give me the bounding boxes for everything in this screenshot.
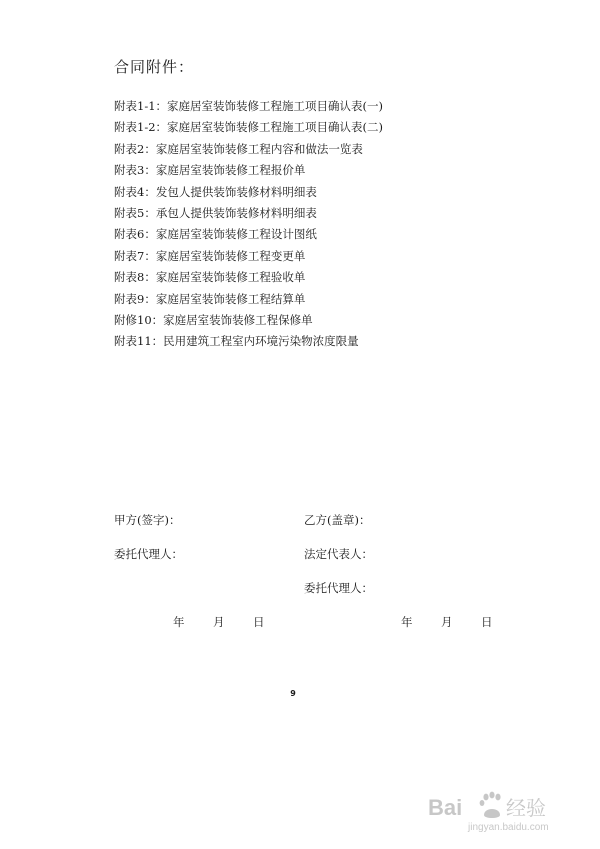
watermark-brand-suffix: 经验 (506, 796, 546, 820)
appendix-item: 附表9：家庭居室装饰装修工程结算单 (114, 291, 306, 306)
appendix-item: 附表3：家庭居室装饰装修工程报价单 (114, 163, 306, 178)
party-a-signature-label: 甲方(签字)： (114, 513, 181, 527)
appendix-item: 附表11：民用建筑工程室内环境污染物浓度限量 (114, 334, 359, 349)
page-number: 9 (290, 689, 296, 698)
party-a-agent-label: 委托代理人： (114, 547, 183, 561)
party-b-seal-label: 乙方(盖章)： (304, 513, 371, 527)
party-b-legal-rep-label: 法定代表人： (304, 547, 373, 561)
date-day-label: 日 (481, 615, 493, 629)
paw-icon (480, 792, 501, 818)
watermark-url: jingyan.baidu.com (468, 822, 549, 833)
appendix-item: 附表1-2：家庭居室装饰装修工程施工项目确认表(二) (114, 120, 383, 135)
baidu-paw-logo-icon (428, 789, 578, 833)
appendix-item: 附表1-1：家庭居室装饰装修工程施工项目确认表(一) (114, 99, 383, 113)
appendix-item: 附表5：承包人提供装饰装修材料明细表 (114, 205, 317, 220)
party-a-date (173, 614, 265, 630)
appendix-item: 附表2：家庭居室装饰装修工程内容和做法一览表 (114, 141, 363, 156)
watermark-brand: Bai (428, 795, 463, 820)
date-month-label: 月 (441, 615, 453, 629)
attachments-heading: 合同附件： (114, 58, 195, 76)
appendix-item: 附修10：家庭居室装饰装修工程保修单 (114, 312, 313, 327)
date-day-label: 日 (253, 615, 265, 629)
date-month-label: 月 (213, 615, 225, 629)
baidu-jingyan-watermark (428, 789, 578, 833)
date-year-label: 年 (173, 615, 185, 629)
party-b-agent-label: 委托代理人： (304, 581, 373, 595)
date-year-label: 年 (401, 615, 413, 629)
party-b-date (401, 614, 493, 630)
appendix-item: 附表6：家庭居室装饰装修工程设计图纸 (114, 227, 317, 242)
appendix-item: 附表4：发包人提供装饰装修材料明细表 (114, 184, 317, 199)
appendix-item: 附表7：家庭居室装饰装修工程变更单 (114, 248, 306, 263)
appendix-item: 附表8：家庭居室装饰装修工程验收单 (114, 270, 306, 285)
appendix-list (114, 96, 383, 353)
